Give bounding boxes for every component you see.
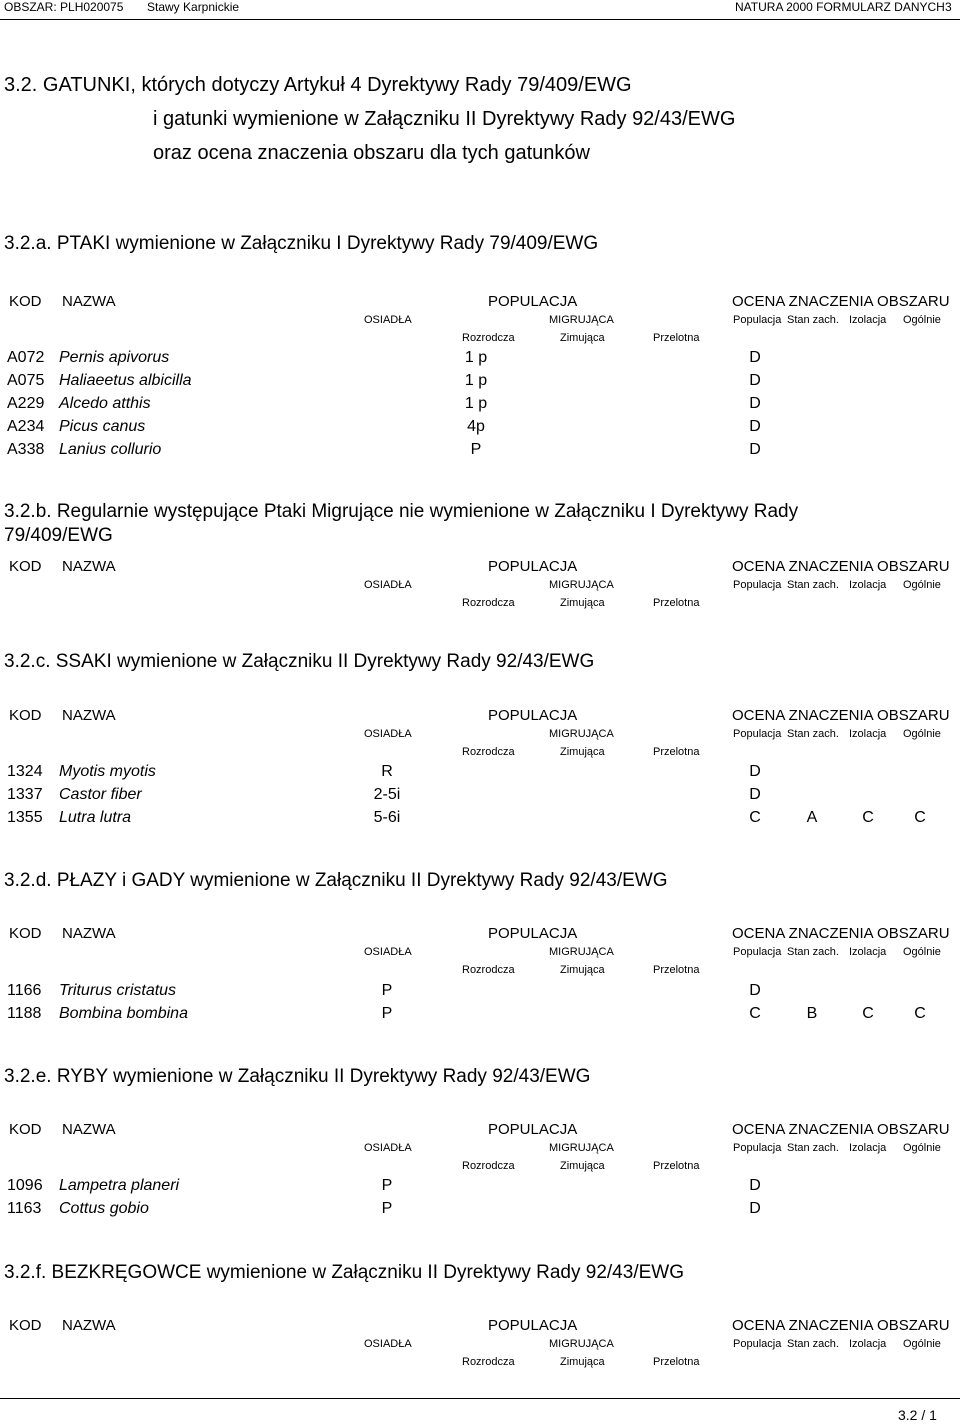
species-code: 1337 [7, 786, 43, 803]
col-populacja: POPULACJA [488, 293, 578, 310]
col-zimujaca: Zimująca [560, 1356, 605, 1368]
section-title-0: 3.2.a. PTAKI wymienione w Załączniku I Dyrektywy Rady 79/409/EWG [4, 233, 599, 254]
col-stan-zach: Stan zach. [787, 579, 839, 591]
col-ocena-populacja: Populacja [733, 314, 782, 326]
col-migrujaca: MIGRUJĄCA [549, 1338, 614, 1350]
footer-rule [0, 1398, 960, 1399]
species-code: 1324 [7, 763, 43, 780]
value-populacja: D [749, 349, 761, 366]
col-osiadla: OSIADŁA [364, 1142, 412, 1154]
value-izolacja: C [862, 1005, 874, 1022]
value-stan-zach: A [806, 809, 818, 826]
table-row [0, 981, 960, 1001]
value-osiadla: P [381, 982, 393, 999]
col-stan-zach: Stan zach. [787, 1142, 839, 1154]
col-kod: KOD [9, 1317, 42, 1334]
value-populacja: D [749, 441, 761, 458]
col-kod: KOD [9, 293, 42, 310]
species-name: Myotis myotis [59, 763, 156, 780]
value-rozrodcza: 1 p [464, 395, 488, 412]
site-code: OBSZAR: PLH020075 [4, 0, 124, 14]
species-name: Pernis apivorus [59, 349, 170, 366]
species-code: 1166 [7, 982, 42, 999]
col-ogolnie: Ogólnie [903, 946, 941, 958]
main-title-line-1: 3.2. GATUNKI, których dotyczy Artykuł 4 Dyrektywy Rady 79/409/EWG [4, 74, 632, 96]
col-stan-zach: Stan zach. [787, 314, 839, 326]
species-code: A229 [7, 395, 45, 412]
species-code: 1096 [7, 1177, 43, 1194]
site-name: Stawy Karpnickie [147, 0, 240, 14]
col-izolacja: Izolacja [849, 1338, 887, 1350]
col-ogolnie: Ogólnie [903, 1338, 941, 1350]
value-stan-zach: B [806, 1005, 818, 1022]
col-zimujaca: Zimująca [560, 332, 605, 344]
col-ogolnie: Ogólnie [903, 579, 941, 591]
col-przelotna: Przelotna [653, 597, 700, 609]
col-osiadla: OSIADŁA [364, 946, 412, 958]
col-nazwa: NAZWA [62, 1121, 116, 1138]
value-osiadla: P [381, 1200, 393, 1217]
main-title-line-2: i gatunki wymienione w Załączniku II Dyrektywy Rady 92/43/EWG [153, 108, 736, 130]
value-populacja: C [749, 1005, 761, 1022]
species-name: Castor fiber [59, 786, 142, 803]
table-row [0, 1199, 960, 1219]
col-nazwa: NAZWA [62, 707, 116, 724]
table-row [0, 417, 960, 437]
value-populacja: D [749, 1200, 761, 1217]
col-osiadla: OSIADŁA [364, 579, 412, 591]
col-populacja: POPULACJA [488, 1121, 578, 1138]
col-zimujaca: Zimująca [560, 597, 605, 609]
value-populacja: D [749, 786, 761, 803]
col-ocena-populacja: Populacja [733, 728, 782, 740]
col-kod: KOD [9, 558, 42, 575]
col-populacja: POPULACJA [488, 707, 578, 724]
col-populacja: POPULACJA [488, 925, 578, 942]
table-row [0, 440, 960, 460]
species-name: Haliaeetus albicilla [59, 372, 192, 389]
table-row [0, 785, 960, 805]
col-populacja: POPULACJA [488, 1317, 578, 1334]
col-ocena: OCENA ZNACZENIA OBSZARU [732, 707, 950, 724]
section-title-3: 3.2.d. PŁAZY i GADY wymienione w Załączniku II Dyrektywy Rady 92/43/EWG [4, 870, 668, 891]
table-row [0, 348, 960, 368]
col-osiadla: OSIADŁA [364, 728, 412, 740]
col-nazwa: NAZWA [62, 293, 116, 310]
value-osiadla: 5-6i [373, 809, 401, 826]
form-title: NATURA 2000 FORMULARZ DANYCH [735, 0, 945, 14]
col-migrujaca: MIGRUJĄCA [549, 579, 614, 591]
col-osiadla: OSIADŁA [364, 314, 412, 326]
col-ogolnie: Ogólnie [903, 728, 941, 740]
col-ocena: OCENA ZNACZENIA OBSZARU [732, 925, 950, 942]
col-izolacja: Izolacja [849, 946, 887, 958]
section-title-4: 3.2.e. RYBY wymienione w Załączniku II Dyrektywy Rady 92/43/EWG [4, 1066, 591, 1087]
col-zimujaca: Zimująca [560, 746, 605, 758]
value-rozrodcza: P [470, 441, 482, 458]
species-code: A234 [7, 418, 45, 435]
col-ocena: OCENA ZNACZENIA OBSZARU [732, 1121, 950, 1138]
col-izolacja: Izolacja [849, 314, 887, 326]
col-osiadla: OSIADŁA [364, 1338, 412, 1350]
col-kod: KOD [9, 1121, 42, 1138]
col-ogolnie: Ogólnie [903, 1142, 941, 1154]
col-ocena: OCENA ZNACZENIA OBSZARU [732, 558, 950, 575]
value-populacja: D [749, 982, 761, 999]
col-rozrodcza: Rozrodcza [462, 1356, 515, 1368]
section-title-1-line-1: 3.2.b. Regularnie występujące Ptaki Migrujące nie wymienione w Załączniku I Dyrektywy Rady [4, 501, 799, 522]
col-rozrodcza: Rozrodcza [462, 746, 515, 758]
col-stan-zach: Stan zach. [787, 1338, 839, 1350]
col-kod: KOD [9, 925, 42, 942]
col-ocena-populacja: Populacja [733, 579, 782, 591]
value-populacja: D [749, 1177, 761, 1194]
col-izolacja: Izolacja [849, 579, 887, 591]
running-header [0, 0, 960, 14]
col-przelotna: Przelotna [653, 964, 700, 976]
value-ogolnie: C [914, 809, 926, 826]
col-ocena: OCENA ZNACZENIA OBSZARU [732, 1317, 950, 1334]
col-rozrodcza: Rozrodcza [462, 332, 515, 344]
col-rozrodcza: Rozrodcza [462, 964, 515, 976]
col-migrujaca: MIGRUJĄCA [549, 946, 614, 958]
value-osiadla: 2-5i [373, 786, 401, 803]
col-stan-zach: Stan zach. [787, 946, 839, 958]
value-populacja: D [749, 763, 761, 780]
col-populacja: POPULACJA [488, 558, 578, 575]
table-row [0, 1176, 960, 1196]
value-populacja: C [749, 809, 761, 826]
table-row [0, 1004, 960, 1024]
species-code: 1355 [7, 809, 43, 826]
species-code: 1188 [7, 1005, 42, 1022]
table-row [0, 762, 960, 782]
col-nazwa: NAZWA [62, 925, 116, 942]
value-osiadla: P [381, 1177, 393, 1194]
species-name: Bombina bombina [59, 1005, 188, 1022]
page-number: 3.2 / 1 [898, 1407, 937, 1423]
col-ocena: OCENA ZNACZENIA OBSZARU [732, 293, 950, 310]
header-rule [0, 19, 960, 20]
col-izolacja: Izolacja [849, 1142, 887, 1154]
col-przelotna: Przelotna [653, 746, 700, 758]
species-name: Lampetra planeri [59, 1177, 180, 1194]
col-migrujaca: MIGRUJĄCA [549, 728, 614, 740]
section-title-5: 3.2.f. BEZKRĘGOWCE wymienione w Załączniku II Dyrektywy Rady 92/43/EWG [4, 1262, 684, 1283]
table-row [0, 371, 960, 391]
value-osiadla: R [381, 763, 393, 780]
species-name: Cottus gobio [59, 1200, 149, 1217]
value-rozrodcza: 1 p [464, 349, 488, 366]
col-rozrodcza: Rozrodcza [462, 597, 515, 609]
col-stan-zach: Stan zach. [787, 728, 839, 740]
value-populacja: D [749, 418, 761, 435]
species-name: Lutra lutra [59, 809, 132, 826]
species-name: Alcedo atthis [59, 395, 151, 412]
value-rozrodcza: 4p [467, 418, 485, 435]
col-migrujaca: MIGRUJĄCA [549, 1142, 614, 1154]
value-populacja: D [749, 372, 761, 389]
species-name: Picus canus [59, 418, 146, 435]
species-code: 1163 [7, 1200, 42, 1217]
species-code: A338 [7, 441, 45, 458]
col-nazwa: NAZWA [62, 558, 116, 575]
col-migrujaca: MIGRUJĄCA [549, 314, 614, 326]
col-nazwa: NAZWA [62, 1317, 116, 1334]
col-rozrodcza: Rozrodcza [462, 1160, 515, 1172]
col-przelotna: Przelotna [653, 1356, 700, 1368]
section-title-1-line-2: 79/409/EWG [4, 525, 113, 546]
value-populacja: D [749, 395, 761, 412]
section-title-2: 3.2.c. SSAKI wymienione w Załączniku II Dyrektywy Rady 92/43/EWG [4, 651, 595, 672]
col-ocena-populacja: Populacja [733, 1142, 782, 1154]
value-ogolnie: C [914, 1005, 926, 1022]
col-zimujaca: Zimująca [560, 1160, 605, 1172]
col-ocena-populacja: Populacja [733, 946, 782, 958]
col-zimujaca: Zimująca [560, 964, 605, 976]
col-izolacja: Izolacja [849, 728, 887, 740]
section-number: 3 [945, 0, 952, 14]
col-ogolnie: Ogólnie [903, 314, 941, 326]
value-osiadla: P [381, 1005, 393, 1022]
species-name: Triturus cristatus [59, 982, 177, 999]
col-przelotna: Przelotna [653, 332, 700, 344]
main-title-line-3: oraz ocena znaczenia obszaru dla tych gatunków [153, 142, 590, 164]
value-rozrodcza: 1 p [464, 372, 488, 389]
species-name: Lanius collurio [59, 441, 162, 458]
species-code: A075 [7, 372, 45, 389]
value-izolacja: C [862, 809, 874, 826]
table-row [0, 808, 960, 828]
col-ocena-populacja: Populacja [733, 1338, 782, 1350]
table-row [0, 394, 960, 414]
species-code: A072 [7, 349, 45, 366]
col-przelotna: Przelotna [653, 1160, 700, 1172]
col-kod: KOD [9, 707, 42, 724]
